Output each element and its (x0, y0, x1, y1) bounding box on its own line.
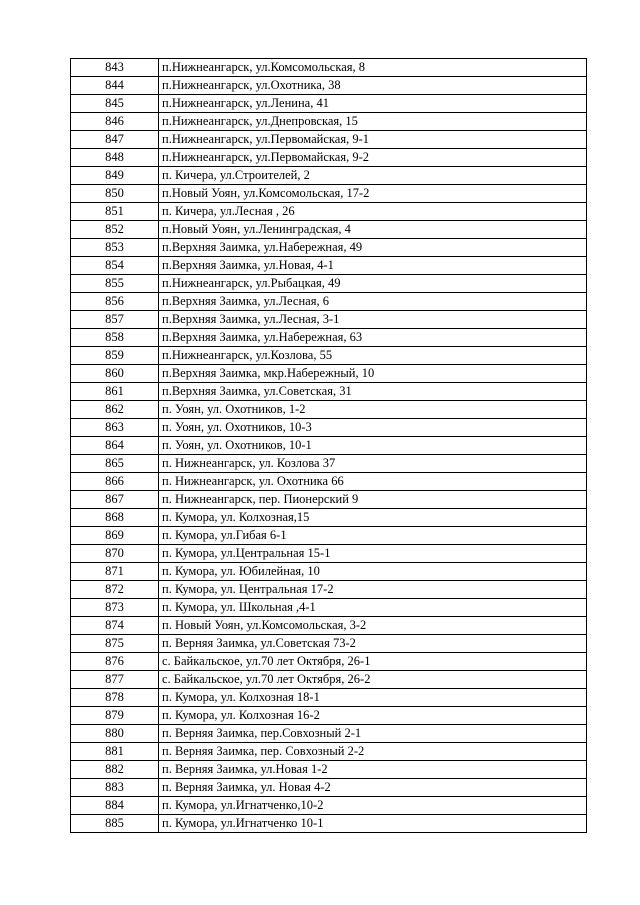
table-row (71, 293, 587, 311)
address-cell: п. Кумора, ул. Колхозная 16-2 (159, 707, 587, 725)
table-row (71, 455, 587, 473)
table-row (71, 725, 587, 743)
table-row (71, 203, 587, 221)
row-number-cell: 860 (71, 365, 159, 383)
address-cell: п.Верхняя Заимка, ул.Лесная, 3-1 (159, 311, 587, 329)
address-cell: п.Верхняя Заимка, ул.Набережная, 49 (159, 239, 587, 257)
table-row (71, 59, 587, 77)
table-row (71, 437, 587, 455)
address-cell: п. Кичера, ул.Строителей, 2 (159, 167, 587, 185)
table-row (71, 275, 587, 293)
row-number-cell: 870 (71, 545, 159, 563)
row-number-cell: 853 (71, 239, 159, 257)
address-cell: п. Уоян, ул. Охотников, 10-1 (159, 437, 587, 455)
row-number-cell: 885 (71, 815, 159, 833)
table-row (71, 653, 587, 671)
address-cell: п. Кумора, ул. Школьная ,4-1 (159, 599, 587, 617)
address-cell: п. Кумора, ул. Юбилейная, 10 (159, 563, 587, 581)
row-number-cell: 883 (71, 779, 159, 797)
address-table (70, 58, 587, 833)
address-cell: п. Верняя Заимка, ул.Новая 1-2 (159, 761, 587, 779)
address-cell: п. Верняя Заимка, ул. Новая 4-2 (159, 779, 587, 797)
row-number-cell: 869 (71, 527, 159, 545)
table-row (71, 761, 587, 779)
table-row (71, 239, 587, 257)
row-number-cell: 859 (71, 347, 159, 365)
address-cell: п.Верхняя Заимка, мкр.Набережный, 10 (159, 365, 587, 383)
document-page (70, 58, 587, 833)
row-number-cell: 871 (71, 563, 159, 581)
table-row (71, 185, 587, 203)
address-cell: п. Кумора, ул.Центральная 15-1 (159, 545, 587, 563)
address-cell: п.Верхняя Заимка, ул.Набережная, 63 (159, 329, 587, 347)
address-cell: п. Кумора, ул. Колхозная 18-1 (159, 689, 587, 707)
row-number-cell: 849 (71, 167, 159, 185)
table-row (71, 491, 587, 509)
address-cell: п. Нижнеангарск, ул. Козлова 37 (159, 455, 587, 473)
table-row (71, 509, 587, 527)
table-row (71, 131, 587, 149)
address-cell: п. Верняя Заимка, пер.Совхозный 2-1 (159, 725, 587, 743)
address-cell: п. Нижнеангарск, ул. Охотника 66 (159, 473, 587, 491)
row-number-cell: 856 (71, 293, 159, 311)
address-cell: п. Кумора, ул. Центральная 17-2 (159, 581, 587, 599)
address-cell: п. Кичера, ул.Лесная , 26 (159, 203, 587, 221)
row-number-cell: 873 (71, 599, 159, 617)
table-row (71, 671, 587, 689)
table-row (71, 311, 587, 329)
table-row (71, 95, 587, 113)
row-number-cell: 844 (71, 77, 159, 95)
table-row (71, 419, 587, 437)
row-number-cell: 843 (71, 59, 159, 77)
address-cell: п.Нижнеангарск, ул.Ленина, 41 (159, 95, 587, 113)
table-row (71, 401, 587, 419)
address-cell: п.Нижнеангарск, ул.Первомайская, 9-2 (159, 149, 587, 167)
address-cell: п.Верхняя Заимка, ул.Лесная, 6 (159, 293, 587, 311)
table-row (71, 599, 587, 617)
row-number-cell: 861 (71, 383, 159, 401)
table-row (71, 779, 587, 797)
address-cell: п.Верхняя Заимка, ул.Советская, 31 (159, 383, 587, 401)
table-row (71, 797, 587, 815)
row-number-cell: 879 (71, 707, 159, 725)
row-number-cell: 864 (71, 437, 159, 455)
table-row (71, 347, 587, 365)
row-number-cell: 852 (71, 221, 159, 239)
table-row (71, 167, 587, 185)
address-cell: п. Кумора, ул.Игнатченко 10-1 (159, 815, 587, 833)
address-cell: п. Новый Уоян, ул.Комсомольская, 3-2 (159, 617, 587, 635)
address-cell: п.Нижнеангарск, ул.Охотника, 38 (159, 77, 587, 95)
row-number-cell: 863 (71, 419, 159, 437)
row-number-cell: 851 (71, 203, 159, 221)
table-row (71, 707, 587, 725)
table-row (71, 689, 587, 707)
address-cell: п.Нижнеангарск, ул.Первомайская, 9-1 (159, 131, 587, 149)
row-number-cell: 882 (71, 761, 159, 779)
row-number-cell: 884 (71, 797, 159, 815)
table-row (71, 581, 587, 599)
row-number-cell: 862 (71, 401, 159, 419)
address-cell: п.Новый Уоян, ул.Комсомольская, 17-2 (159, 185, 587, 203)
row-number-cell: 847 (71, 131, 159, 149)
row-number-cell: 854 (71, 257, 159, 275)
row-number-cell: 874 (71, 617, 159, 635)
row-number-cell: 845 (71, 95, 159, 113)
row-number-cell: 875 (71, 635, 159, 653)
table-row (71, 563, 587, 581)
table-row (71, 617, 587, 635)
row-number-cell: 872 (71, 581, 159, 599)
address-cell: п. Кумора, ул. Колхозная,15 (159, 509, 587, 527)
address-cell: п.Нижнеангарск, ул.Днепровская, 15 (159, 113, 587, 131)
table-row (71, 365, 587, 383)
row-number-cell: 867 (71, 491, 159, 509)
table-row (71, 815, 587, 833)
table-row (71, 329, 587, 347)
address-cell: п.Новый Уоян, ул.Ленинградская, 4 (159, 221, 587, 239)
table-row (71, 383, 587, 401)
address-table-body (71, 59, 587, 833)
row-number-cell: 878 (71, 689, 159, 707)
address-cell: п. Верняя Заимка, пер. Совхозный 2-2 (159, 743, 587, 761)
row-number-cell: 880 (71, 725, 159, 743)
address-cell: п. Кумора, ул.Гибая 6-1 (159, 527, 587, 545)
row-number-cell: 850 (71, 185, 159, 203)
address-cell: п. Верняя Заимка, ул.Советская 73-2 (159, 635, 587, 653)
row-number-cell: 846 (71, 113, 159, 131)
table-row (71, 545, 587, 563)
row-number-cell: 848 (71, 149, 159, 167)
address-cell: п. Уоян, ул. Охотников, 1-2 (159, 401, 587, 419)
table-row (71, 473, 587, 491)
address-cell: п. Уоян, ул. Охотников, 10-3 (159, 419, 587, 437)
table-row (71, 221, 587, 239)
address-cell: с. Байкальское, ул.70 лет Октября, 26-2 (159, 671, 587, 689)
row-number-cell: 866 (71, 473, 159, 491)
address-cell: п. Кумора, ул.Игнатченко,10-2 (159, 797, 587, 815)
address-cell: п. Нижнеангарск, пер. Пионерский 9 (159, 491, 587, 509)
address-cell: п.Верхняя Заимка, ул.Новая, 4-1 (159, 257, 587, 275)
table-row (71, 149, 587, 167)
row-number-cell: 868 (71, 509, 159, 527)
row-number-cell: 881 (71, 743, 159, 761)
address-cell: с. Байкальское, ул.70 лет Октября, 26-1 (159, 653, 587, 671)
row-number-cell: 876 (71, 653, 159, 671)
row-number-cell: 858 (71, 329, 159, 347)
address-cell: п.Нижнеангарск, ул.Козлова, 55 (159, 347, 587, 365)
address-cell: п.Нижнеангарск, ул.Рыбацкая, 49 (159, 275, 587, 293)
table-row (71, 635, 587, 653)
row-number-cell: 857 (71, 311, 159, 329)
row-number-cell: 877 (71, 671, 159, 689)
row-number-cell: 865 (71, 455, 159, 473)
address-cell: п.Нижнеангарск, ул.Комсомольская, 8 (159, 59, 587, 77)
table-row (71, 77, 587, 95)
table-row (71, 113, 587, 131)
table-row (71, 527, 587, 545)
table-row (71, 257, 587, 275)
row-number-cell: 855 (71, 275, 159, 293)
table-row (71, 743, 587, 761)
